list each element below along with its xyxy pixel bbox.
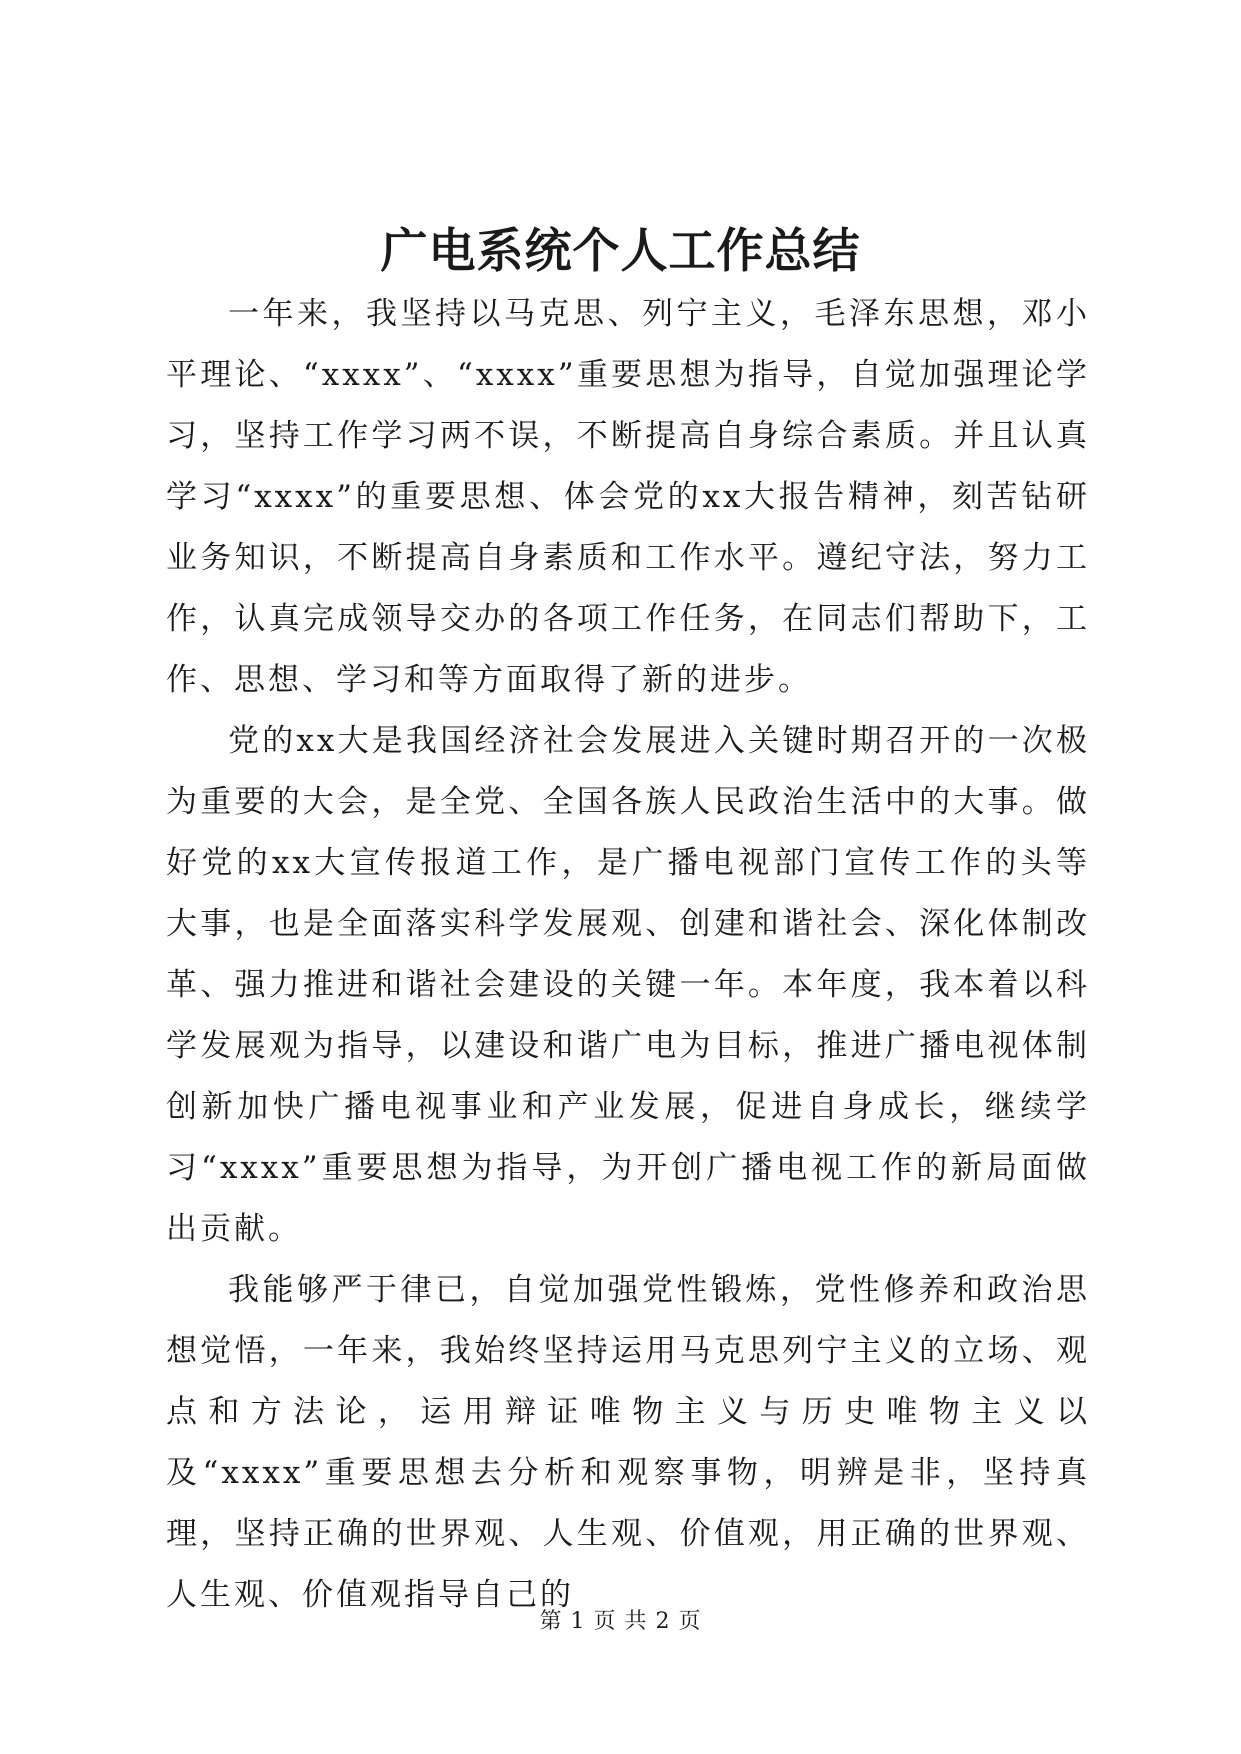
document-body xyxy=(166,284,1090,1626)
document-title: 广电系统个人工作总结 xyxy=(380,224,861,279)
paragraph-1: 一年来，我坚持以马克思、列宁主义，毛泽东思想，邓小平理论、“xxxx”、“xxxx”重要思想为指导，自觉加强理论学习，坚持工作学习两不误，不断提高自身综合素质。并且认真学习“xxxx”的重要思想、体会党的xx大报告精神，刻苦钻研业务知识，不断提高自身素质和工作水平。遵纪守法，努力工作，认真完成领导交办的各项工作任务，在同志们帮助下，工作、思想、学习和等方面取得了新的进步。 xyxy=(166,296,1090,698)
paragraph-3: 我能够严于律已，自觉加强党性锻炼，党性修养和政治思想觉悟，一年来，我始终坚持运用马克思列宁主义的立场、观点和方法论，运用辩证唯物主义与历史唯物主义以及“xxxx”重要思想去分析和观察事物，明辨是非，坚持真理，坚持正确的世界观、人生观、价值观，用正确的世界观、人生观、价值观指导自己的 xyxy=(166,1272,1090,1613)
paragraph-2: 党的xx大是我国经济社会发展进入关键时期召开的一次极为重要的大会，是全党、全国各族人民政治生活中的大事。做好党的xx大宣传报道工作，是广播电视部门宣传工作的头等大事，也是全面落实科学发展观、创建和谐社会、深化体制改革、强力推进和谐社会建设的关键一年。本年度，我本着以科学发展观为指导，以建设和谐广电为目标，推进广播电视体制创新加快广播电视事业和产业发展，促进自身成长，继续学习“xxxx”重要思想为指导，为开创广播电视工作的新局面做出贡献。 xyxy=(166,723,1090,1247)
page-number-footer: 第 1 页 共 2 页 xyxy=(539,1609,702,1634)
